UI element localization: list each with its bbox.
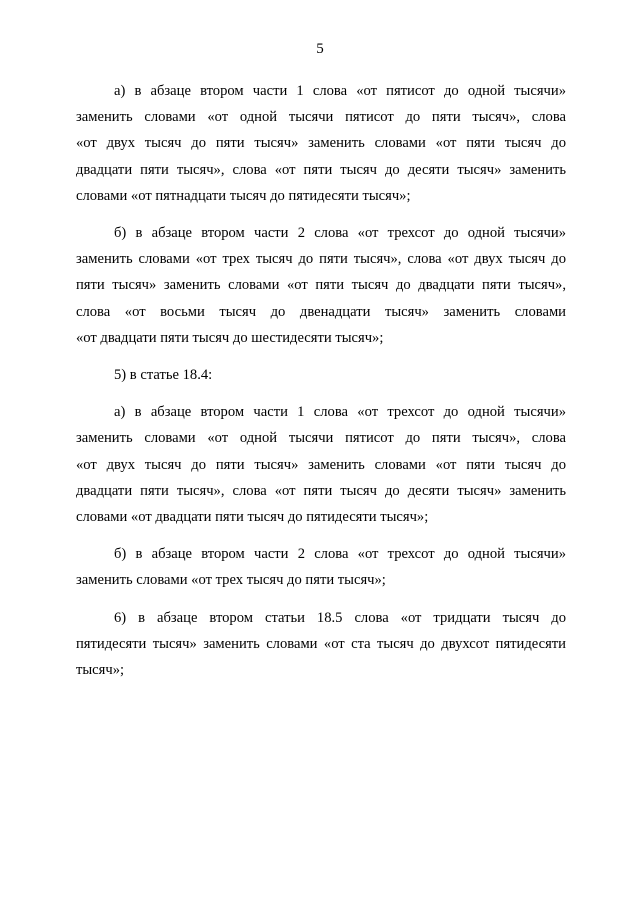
page-number: 5	[316, 41, 324, 57]
text-line: пяти тысяч» заменить словами «от пяти тысяч до двадцати пяти тысяч»,	[76, 277, 566, 294]
text-line: пятидесяти тысяч» заменить словами «от ста тысяч до двухсот пятидесяти	[76, 635, 566, 652]
paragraph-a-1	[76, 78, 566, 209]
text-line: тысяч»;	[76, 662, 125, 679]
text-line: б) в абзаце втором части 2 слова «от трехсот до одной тысячи»	[114, 546, 566, 563]
paragraph-a-2	[76, 399, 566, 530]
text-line: «от двух тысяч до пяти тысяч» заменить словами «от пяти тысяч до	[76, 456, 566, 473]
text-line: а) в абзаце втором части 1 слова «от пятисот до одной тысячи»	[114, 83, 566, 99]
paragraph-b-1	[76, 220, 566, 351]
paragraph-item-5	[76, 362, 566, 388]
paragraph-b-2	[76, 541, 566, 593]
text-line: «от двадцати пяти тысяч до шестидесяти тысяч»;	[76, 329, 384, 346]
text-line: словами «от двадцати пяти тысяч до пятидесяти тысяч»;	[76, 509, 429, 526]
text-line: словами «от пятнадцати тысяч до пятидесяти тысяч»;	[76, 187, 411, 204]
text-line: заменить словами «от трех тысяч до пяти тысяч», слова «от двух тысяч до	[76, 251, 566, 268]
text-line: двадцати пяти тысяч», слова «от пяти тысяч до десяти тысяч» заменить	[76, 482, 566, 499]
text-line: 6) в абзаце втором статьи 18.5 слова «от тридцати тысяч до	[114, 609, 566, 626]
document-body	[76, 78, 566, 694]
text-line: 5) в статье 18.4:	[114, 367, 213, 384]
text-line: заменить словами «от одной тысячи пятисот до пяти тысяч», слова	[76, 109, 566, 126]
text-line: а) в абзаце втором части 1 слова «от трехсот до одной тысячи»	[114, 404, 566, 421]
text-line: заменить словами «от трех тысяч до пяти тысяч»;	[76, 572, 386, 589]
text-line: слова «от восьми тысяч до двенадцати тысяч» заменить словами	[76, 303, 566, 320]
text-line: «от двух тысяч до пяти тысяч» заменить словами «от пяти тысяч до	[76, 135, 566, 152]
text-line: заменить словами «от одной тысячи пятисот до пяти тысяч», слова	[76, 430, 566, 447]
paragraph-item-6	[76, 605, 566, 684]
text-line: двадцати пяти тысяч», слова «от пяти тысяч до десяти тысяч» заменить	[76, 161, 566, 178]
text-line: б) в абзаце втором части 2 слова «от трехсот до одной тысячи»	[114, 225, 566, 242]
